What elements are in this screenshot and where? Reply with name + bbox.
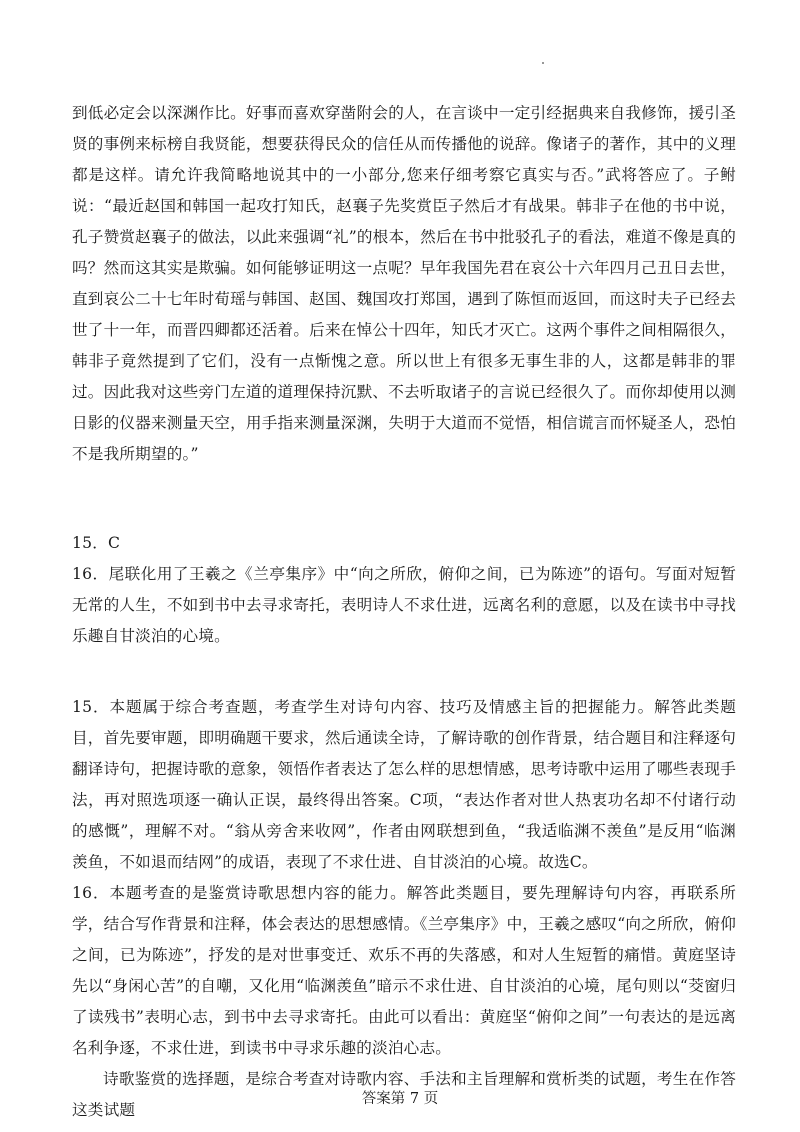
closing-paragraph: 诗歌鉴赏的选择题，是综合考查对诗歌内容、手法和主旨理解和赏析类的试题，考生在作答这类试题 <box>72 1070 736 1119</box>
answer-15: 15．C <box>72 534 121 552</box>
explanation-15: 15．本题属于综合考查题，考查学生对诗句内容、技巧及情感主旨的把握能力。解答此类题目，首先要审题，即明确题干要求，然后通读全诗，了解诗歌的创作背景，结合题目和注释逐句翻译诗句，把握诗歌的意象，领悟作者表达了怎么样的思想情感，思考诗歌中运用了哪些表现手法，再对照选项逐一确认正误，最终得出答案。C项，“表达作者对世人热衷功名却不付诸行动的感慨”，理解不对。“翁从旁舍来收网”，作者由网联想到鱼，“我适临渊不羡鱼”是反用“临渊羡鱼，不如退而结网”的成语，表现了不求仕进、自甘淡泊的心境。故选C。 <box>72 698 736 871</box>
scan-speck <box>542 62 544 64</box>
translation-passage: 到低必定会以深渊作比。好事而喜欢穿凿附会的人，在言谈中一定引经据典来自我修饰，援引圣贤的事例来标榜自我贤能，想要获得民众的信任从而传播他的说辞。像诸子的著作，其中的义理都是这样。请允许我简略地说其中的一小部分,您来仔细考察它真实与否。”武将答应了。子鲋说：“最近赵国和韩国一起攻打知氏，赵襄子先奖赏臣子然后才有战果。韩非子在他的书中说，孔子赞赏赵襄子的做法，以此来强调“礼”的根本，然后在书中批驳孔子的看法，难道不像是真的吗？然而这其实是欺骗。如何能够证明这一点呢？早年我国先君在哀公十六年四月己丑日去世，直到哀公二十七年时荀瑶与韩国、赵国、魏国攻打郑国，遇到了陈恒而返回，而这时夫子已经去世了十一年，而晋四卿都还活着。后来在悼公十四年，知氏才灭亡。这两个事件之间相隔很久，韩非子竟然提到了它们，没有一点惭愧之意。所以世上有很多无事生非的人，这都是韩非的罪过。因此我对这些旁门左道的道理保持沉默、不去听取诸子的言说已经很久了。而你却使用以测日影的仪器来测量天空，用手指来测量深渊，失明于大道而不觉悟，相信谎言而怀疑圣人，恐怕不是我所期望的。” <box>72 104 736 463</box>
explanation-16: 16．本题考查的是鉴赏诗歌思想内容的能力。解答此类题目，要先理解诗句内容，再联系所学，结合写作背景和注释，体会表达的思想感情。《兰亭集序》中，王羲之感叹“向之所欣，俯仰之间，已为陈迹”，抒发的是对世事变迁、欢乐不再的失落感，和对人生短暂的痛惜。黄庭坚诗先以“身闲心苦”的自嘲，又化用“临渊羡鱼”暗示不求仕进、自甘淡泊的心境，尾句则以“茭窗归了读残书”表明心志，到书中去寻求寄托。由此可以看出：黄庭坚“俯仰之间”一句表达的是远离名利争逐，不求仕进，到读书中寻求乐趣的淡泊心志。 <box>72 884 736 1057</box>
document-body <box>72 98 736 1126</box>
answer-16: 16．尾联化用了王羲之《兰亭集序》中“向之所欣，俯仰之间，已为陈迹”的语句。写面对短暂无常的人生，不如到书中去寻求寄托，表明诗人不求仕进，远离名利的意愿，以及在读书中寻找乐趣自甘淡泊的心境。 <box>72 565 736 645</box>
page-footer: 答案第 7 页 <box>361 1091 439 1107</box>
